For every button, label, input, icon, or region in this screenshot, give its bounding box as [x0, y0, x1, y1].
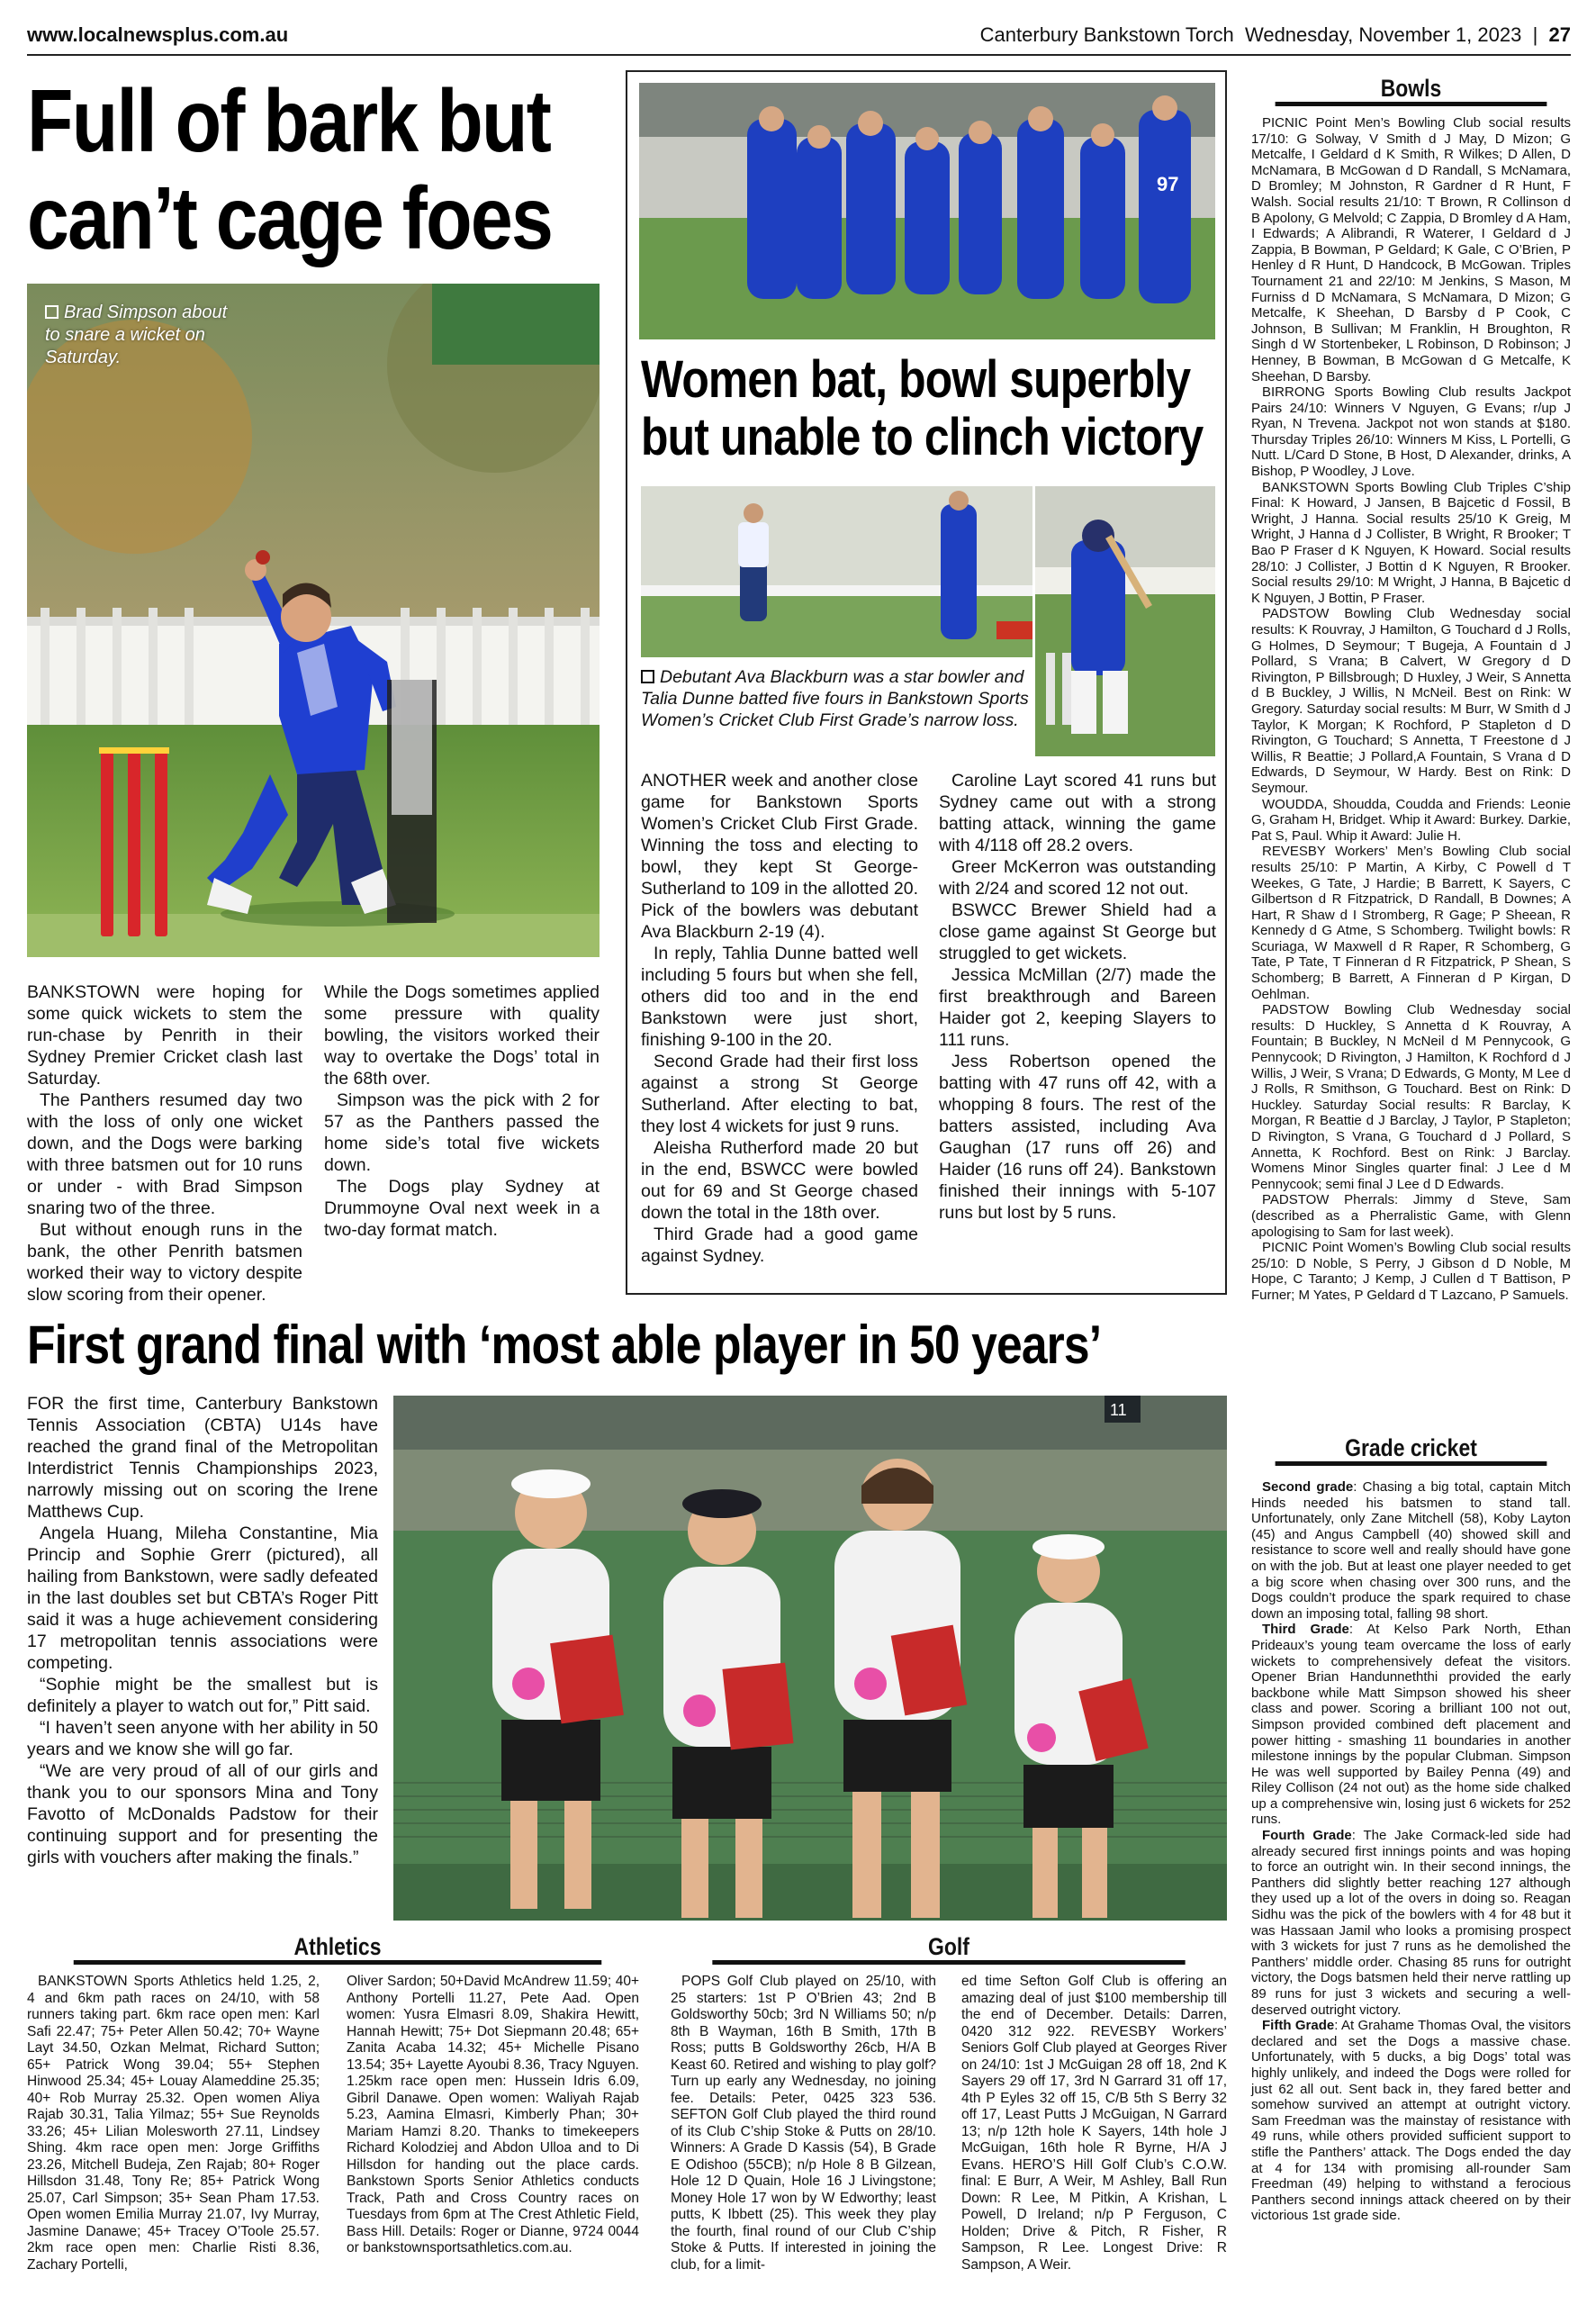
- publication-date: Wednesday, November 1, 2023: [1244, 23, 1522, 46]
- athletics-col2: [347, 1974, 639, 2257]
- publication-info: Canterbury Bankstown Torch Wednesday, November 1, 2023 | 27: [979, 23, 1571, 46]
- publication-name: Canterbury Bankstown Torch: [979, 23, 1234, 46]
- bowler-photo: [27, 284, 600, 957]
- grade-cricket-text1: : Chasing a big total, captain Mitch Hinds needed his batsmen to stand tall. Unfortunately, only Zane Mitchell (58), Koby Layton (45) and Angus Campbell (40) showed skill and resistance to score well and really should have gone on with the job. But at least one player needed to get a big score when chasing over 300 runs, and the Dogs couldn’t produce the spark required to chase down an imposing total, falling 98 short.: [1251, 1479, 1571, 1622]
- tennis-p1: FOR the first time, Canterbury Bankstown Tennis Association (CBTA) U14s have reached the grand final of the Metropolitan Interdistrict Tennis Championships 2023, narrowly missing out on scoring the Irene Matthews Cup.: [27, 1394, 378, 1522]
- batter-illustration: [1035, 486, 1215, 756]
- grade-cricket-lead4: Fifth Grade: [1262, 2018, 1335, 2034]
- bowls-p1: PICNIC Point Men’s Bowling Club social results 17/10: G Solway, V Smith d J May, D Mizon; G Metcalfe, I Geldard d K Smith, R Wilkes; D Allen, D McNamara, B McGowan d D Randall, S McNamara, D Bromley; M Johnston, R Gardner d R Hunt, F Walsh. Social results 21/10: T Brown, R Collinson d B Apolony, G Melvold; C Zappia, D Bromley d A Ham, I Edwards; A Alibrandi, R Waterer, I Geldard d J Zappia, B Bowman, P Geldard; K Gale, C O’Brien, P Henley d R Hunt, D Handcock, B McGowan. Triples Tournament 21 and 22/10: M Jenkins, S Mason, M Furniss d D McNamara, S McNamara, D Mizon; G Metcalfe, K Sheehan, D Barsby d P Cook, C Johnson, B Sullivan; M Franklin, H Broughton, R Singh d W Stortenbeker, L Robinson, D Robinson; J Henney, B Bowman, B McGowan d G Metcalfe, K Sheehan, D Barsby.: [1251, 115, 1571, 384]
- caption-text: Brad Simpson about to snare a wicket on Saturday.: [45, 303, 228, 367]
- grade-cricket-text3: : The Jake Cormack-led side had already secured first innings points and was hoping to force an outright win. In their second innings, the Panthers did slightly better reaching 127 although they used up a lot of the overs in doing so. Reagan Sidhu was the pick of the bowlers with 4 for 48 but it was Hassaan Jamil who looks a promising prospect with 3 wickets for just 7 runs as he demolished the Panthers’ middle order. Chasing 85 runs for outright victory, the Dogs batsmen held their nerve rattling up 89 runs for just 3 wickets and securing a well-deserved outright victory.: [1251, 1828, 1571, 2018]
- cricket-women-p3: Second Grade had their first loss against a strong St George Sutherland. After electing to bat, they lost 4 wickets for just 9 runs.: [641, 1052, 918, 1136]
- bowler-illustration: [27, 284, 600, 957]
- cricket-women-headline: Women bat, bowl superbly but unable to clinch victory: [641, 350, 1204, 466]
- bowls-p6: REVESBY Workers’ Men’s Bowling Club social results 25/10: P Martin, A Kirby, C Powell d T Weekes, G Tate, J Hardie; B Barrett, K Sayers, C Gilbertson d R Fitzpatrick, D Randall, B Downes; A Hart, R Shaw d I Stromberg, R Gage; P Sheean, R Kennedy d G Atme, S Schomberg. Twilight bowls: R Scuriaga, W Maxwell d R Raper, R Schomberg, G Tate, P Tate, T Finneran d R Fitzpatrick, P Shean, S Schomberg; B Barrett, A Finneran d P Kirgan, D Oehlman.: [1251, 844, 1571, 1002]
- cricket-women-p7: Greer McKerron was outstanding with 2/24 and scored 12 not out.: [939, 857, 1216, 899]
- cricket-women-p10: Jess Robertson opened the batting with 47 runs off 42, with a whopping 8 fours. The rest of the batters assisted, including Ava Gaughan (17 runs off 26) and Haider (16 runs off 24). Bankstown finished their innings with 5-107 runs but lost by 5 runs.: [939, 1052, 1216, 1223]
- tennis-p4: “I haven’t seen anyone with her ability in 50 years and we know she will go far.: [27, 1718, 378, 1759]
- athletics-col1: [27, 1974, 320, 2273]
- women-team-photo: [639, 83, 1215, 339]
- cricket-women-p4: Aleisha Rutherford made 20 but in the end, BSWCC were bowled out for 69 and St George chased down the total in the 18th over.: [641, 1138, 918, 1223]
- cricket-men-p4: While the Dogs sometimes applied some pressure with quality bowling, the visitors worked their way to overtake the Dogs’ total in the 68th over.: [324, 982, 600, 1089]
- umpire-bowler-photo: [641, 486, 1032, 657]
- tennis-team-illustration: [393, 1396, 1227, 1921]
- tennis-column: [27, 1393, 378, 1868]
- cricket-women-col2: [939, 770, 1216, 1224]
- athletics-text2: Oliver Sardon; 50+David McAndrew 11.59; 40+ Anthony Portelli 11.27, Pete Aad. Open women: Yusra Elmasri 8.09, Shakira Hewitt, Hannah Hewitt; 75+ Dot Siepmann 20.48; 65+ Zanita Acaba 14.32; 45+ Michelle Pisano 13.54; 35+ Layette Ayoubi 8.36, Tracy Nguyen. 1.25km race open men: Hussein Idris 6.09, Gibril Danawe. Open women: Waliyah Rajab 5.23, Aamina Elmasri, Kimberly Phan; 30+ Mariam Hamzi 8.20. Thanks to timekeepers Richard Kolodziej and Abdon Ulloa and to Di Hillsdon for handing out the place cards. Bankstown Sports Senior Athletics conducts Track, Path and Cross Country races on Tuesdays from 6pm at The Crest Athletic Field, Bass Hill. Details: Roger or Dianne, 9724 0044 or bankstownsportsathletics.com.au.: [347, 1974, 639, 2255]
- cricket-women-p8: BSWCC Brewer Shield had a close game against St George but struggled to get wickets.: [939, 900, 1216, 963]
- batter-photo: [1035, 486, 1215, 756]
- tennis-team-photo: [393, 1396, 1227, 1921]
- grade-cricket-lead2: Third Grade: [1262, 1622, 1349, 1638]
- cricket-women-p5: Third Grade had a good game against Sydney.: [641, 1225, 918, 1266]
- cricket-men-headline: Full of bark but can’t cage foes: [27, 71, 553, 267]
- golf-col2: [961, 1974, 1227, 2273]
- umpire-bowler-illustration: [641, 486, 1032, 657]
- tennis-p3: “Sophie might be the smallest but is definitely a player to watch out for,” Pitt said.: [27, 1675, 378, 1716]
- cricket-women-col1: [641, 770, 918, 1267]
- page-number: 27: [1548, 23, 1571, 46]
- jersey-number-text: 97: [1157, 173, 1179, 195]
- page-header: [27, 20, 1571, 56]
- women-team-illustration: [639, 83, 1215, 339]
- grade-cricket-text4: : At Grahame Thomas Oval, the visitors declared and set the Dogs a massive chase. Unfortunately, with 5 ducks, a big Dogs’ total was highly unlikely, and indeed the Dogs were rolled for just 62 all out. Sent back in, they fared better and somehow survived an attempt at outright victory. Sam Freedman was the mainstay of resistance with 49 runs, while others provided sufficient support to stifle the Panthers’ attack. The Dogs ended the day at 4 for 134 with promising all-rounder Sam Freedman (49) helping to withstand a ferocious Panthers second innings attack cheered on by their victorious 1st grade side.: [1251, 2018, 1571, 2224]
- grade-cricket-p4: [1251, 2018, 1571, 2224]
- grade-cricket-p1: [1251, 1479, 1571, 1622]
- cricket-men-col1: [27, 981, 302, 1306]
- cricket-women-p1: ANOTHER week and another close game for Bankstown Sports Women’s Cricket Club First Grade. Winning the toss and electing to bowl, they kept St George-Sutherland to 109 in the allotted 20. Pick of the bowlers was debutant Ava Blackburn 2-19 (4).: [641, 771, 918, 942]
- cricket-men-p6: The Dogs play Sydney at Drummoyne Oval next week in a two-day format match.: [324, 1177, 600, 1240]
- tennis-p2: Angela Huang, Mileha Constantine, Mia Princip and Sophie Grerr (pictured), all hailing from Bankstown, were sadly defeated in the last doubles set but CBTA’s Roger Pitt said it was a huge achievement considering 17 metropolitan tennis associations were competing.: [27, 1523, 378, 1673]
- bowls-p9: PICNIC Point Women’s Bowling Club social results 25/10: D Noble, S Perry, J Gibson d D Noble, M Hope, C Taranto; J Kemp, J Cullen d T Battison, P Furner; M Yates, P Geldard d T Lazcano, P Samuels.: [1251, 1240, 1571, 1303]
- grade-cricket-lead1: Second grade: [1262, 1479, 1354, 1495]
- bowls-p2: BIRRONG Sports Bowling Club results Jackpot Pairs 24/10: Winners V Nguyen, G Evans; r/up J Ryan, N Trevena. Jackpot not won stands at $180. Thursday Triples 26/10: Winners M Kiss, L Portelli, G Nutt. L/Card D Stone, B Host, D Alexander, drinks, A Bishop, P Woodley, J Love.: [1251, 384, 1571, 480]
- athletics-text1: BANKSTOWN Sports Athletics held 1.25, 2, 4 and 6km path races on 24/10, with 58 runners taking part. 6km race open men: Karl Safi 22.47; 75+ Peter Allen 50.42; 70+ Wayne Layt 34.50, Ozkan Melmat, Richard Sutton; 65+ Patrick Wong 39.04; 55+ Stephen Hinwood 25.34; 45+ Louay Alameddine 25.35; 40+ Rob Murray 25.32. Open women Aliya Rajab 30.31, Talia Yilmaz; 55+ Sue Reynolds 33.26; 45+ Lilian Molesworth 27.11, Lindsey Shing. 4km race open men: Jorge Griffiths 23.26, Mitchell Budeja, Zen Rajab; 80+ Roger Hillsdon 31.48, Tony Re; 85+ Patrick Wong 25.07, Carl Simpson; 35+ Sean Pham 17.53. Open women Emilia Murray 21.07, Ivy Murray, Jasmine Danawe; 45+ Tracey O’Toole 25.57. 2km race open men: Charlie Risti 8.36, Zachary Portelli,: [27, 1974, 320, 2273]
- women-caption-text: Debutant Ava Blackburn was a star bowler and Talia Dunne batted five fours in Bankstown Sports Women’s Cricket Club First Grade’s narrow loss.: [641, 667, 1029, 730]
- tennis-p5: “We are very proud of all of our girls and thank you to our sponsors Mina and Tony Favotto of McDonalds Padstow for their continuing support and for presenting the girls with vouchers after making the finals.”: [27, 1761, 378, 1867]
- court-number-text: 11: [1110, 1401, 1127, 1419]
- grade-cricket-p2: [1251, 1622, 1571, 1828]
- cricket-men-p1: BANKSTOWN were hoping for some quick wickets to stem the run-chase by Penrith in their Sydney Premier Cricket clash last Saturday.: [27, 982, 302, 1089]
- cricket-women-p2: In reply, Tahlia Dunne batted well including 5 fours but when she fell, others did too and in the end Bankstown were just short, finishing 9-100 in the 20.: [641, 944, 918, 1050]
- cricket-women-p9: Jessica McMillan (2/7) made the first breakthrough and Bareen Haider got 2, keeping Slayers to 111 runs.: [939, 965, 1216, 1050]
- athletics-title: Athletics: [74, 1929, 602, 1965]
- cricket-women-p6: Caroline Layt scored 41 runs but Sydney came out with a strong batting attack, winning the game with 4/118 off 28.2 overs.: [939, 771, 1216, 855]
- tennis-headline: First grand final with ‘most able player in 50 years’: [27, 1315, 1102, 1375]
- cricket-men-p2: The Panthers resumed day two with the loss of only one wicket down, and the Dogs were barking with three batsmen out for 10 runs or under - with Brad Simpson snaring two of the three.: [27, 1090, 302, 1218]
- site-url[interactable]: www.localnewsplus.com.au: [27, 23, 289, 46]
- cricket-men-p3: But without enough runs in the bank, the other Penrith batsmen worked their way to victory despite slow scoring from their opener.: [27, 1220, 302, 1305]
- grade-cricket-title: Grade cricket: [1276, 1430, 1547, 1466]
- grade-cricket-p3: [1251, 1828, 1571, 2018]
- golf-col1: [671, 1974, 936, 2273]
- cricket-men-p5: Simpson was the pick with 2 for 57 as the Panthers passed the home side’s total five wickets down.: [324, 1090, 600, 1175]
- women-caption-square-icon: [641, 670, 654, 683]
- golf-title: Golf: [712, 1929, 1185, 1965]
- women-caption: [641, 666, 1033, 731]
- bowls-p5: WOUDDA, Shoudda, Coudda and Friends: Leonie G, Graham H, Bridget. Whip it Award: Burkey. Darkie, Pat S, Paul. Whip it Award: Julie H.: [1251, 796, 1571, 844]
- bowls-p4: PADSTOW Bowling Club Wednesday social results: K Rouvray, J Hamilton, G Touchard d J Rolls, G Holmes, D Seymour; T Bugeja, A Fountain d J Pollard, S Vrana; B Calvert, W Gregory d D Rivington, P Billsbrough; D Huxley, J Weir, S Annetta d B Buckley, J Willis, N McNeil. Best on Rink: W Gregory. Saturday social results: M Burr, W Smith d J Taylor, K Morgan; K Rochford, P Stapleton d D Rivington, G Touchard; S Annetta, T Freestone d J Willis, R Beattie; J Pollard,A Fountain, S Vrana d D Edwards, D Seymour, W Hardy. Best on Rink: D Seymour.: [1251, 606, 1571, 796]
- bowls-p8: PADSTOW Pherrals: Jimmy d Steve, Sam (described as a Pherralistic Game, with Glenn apologising to Sam for last week).: [1251, 1192, 1571, 1240]
- golf-text1: POPS Golf Club played on 25/10, with 25 starters: 1st P O’Brien 43; 2nd B Goldsworthy 50cb; 3rd N Williams 50; n/p 8th B Wayman, 16th B Smith, 17th B Ross; putts B Goldsworthy 26cb, H/A B Keast 60. Retired and wishing to play golf? Turn up early any Wednesday, no joining fee. Details: Peter, 0425 323 536. SEFTON Golf Club played the third round of its Club C’ship Stoke & Putts on 28/10. Winners: A Grade D Kassis (54), B Grade E Odishoo (55CB); n/p Hole 8 B Gilzean, Hole 12 D Quain, Hole 16 J Livingstone; Money Hole 17 won by W Edworthy; least putts, K Ibbett (25). This week they play the fourth, final round of our Club C’ship Stoke & Putts. If interested in joining the club, for a limit-: [671, 1974, 936, 2273]
- bowls-column: [1251, 115, 1571, 1304]
- bowls-p7: PADSTOW Bowling Club Wednesday social results: D Huckley, S Annetta d K Rouvray, A Fountain; B Buckley, N McNeil d M Pennycook, G Pennycook; D Rivington, J Hamilton, K Rochford d J Willis, J Weir, S Vrana; D Edwards, G Monty, M Lee d J Rolls, R Smithson, G Touchard. Best on Rink: D Huckley. Saturday Social results: R Barclay, K Morgan, R Beattie d J Barclay, J Taylor, P Stapleton; D Rivington, S Vrana, G Touchard d J Pollard, S Annetta, K Rochford. Best on Rink: J Barclay. Womens Minor Singles quarter final: J Lee d M Pennycook; semi final J Lee d D Edwards.: [1251, 1002, 1571, 1192]
- grade-cricket-lead3: Fourth Grade: [1262, 1828, 1352, 1844]
- golf-text2: ed time Sefton Golf Club is offering an amazing deal of just $100 membership till the end of December. Details: Darren, 0420 312 922. REVESBY Workers’ Seniors Golf Club played at Georges River on 24/10: 1st J McGuigan 28 off 18, 2nd K Sayers 29 off 17, 3rd N Garrard 31 off 17, 4th P Eyles 32 off 15, C/B 5th S Berry 32 off 17, Least Putts J McGuigan, N Garrard 13; n/p 12th hole K Sayers, 14th hole J McGuigan, 16th hole R Byrne, H/A J Evans. HERO’S Hill Golf Club’s C.O.W. final: E Burr, A Weir, M Ashley, Ball Run Down: R Lee, M Pitkin, A Krishan, L Powell, D Ireland; n/p P Ferguson, C Holden; Drive & Pitch, R Fisher, R Sampson, R Lee. Longest Drive: R Sampson, A Weir.: [961, 1974, 1227, 2273]
- bowls-title: Bowls: [1276, 70, 1547, 106]
- caption-square-icon: [45, 305, 59, 319]
- bowls-p3: BANKSTOWN Sports Bowling Club Triples C’ship Final: K Howard, J Jansen, B Bajcetic d Fossil, B Wright, J Hanna. Social results 25/10 K Greig, M Wright, J Hanna d J Collister, B Wright, R Brooker; T Bao P Fraser d K Nguyen, K Howard. Social results 28/10: J Collister, J Bottin d K Nguyen, R Brooker. Social results 29/10: M Wright, J Hanna, B Bajcetic d K Nguyen, J Bottin, P Fraser.: [1251, 479, 1571, 606]
- bowler-photo-caption: [45, 302, 234, 369]
- grade-cricket-column: [1251, 1479, 1571, 2224]
- grade-cricket-text2: : At Kelso Park North, Ethan Prideaux’s young team overcame the loss of early wickets to comprehensively defeat the visitors. Opener Brian Handunneththi provided the early backbone while Matt Simpson showed his sheer class and power. Scoring a brilliant 100 not out, Simpson provided combined deft placement and power hitting - smashing 11 boundaries in another milestone innings by the popular Clubman. Simpson He was well supported by Bailey Penna (49) and Riley Collison (24 not out) as the home side chalked up a comprehensive win, losing just 6 wickets for 252 runs.: [1251, 1622, 1571, 1828]
- cricket-men-col2: [324, 981, 600, 1241]
